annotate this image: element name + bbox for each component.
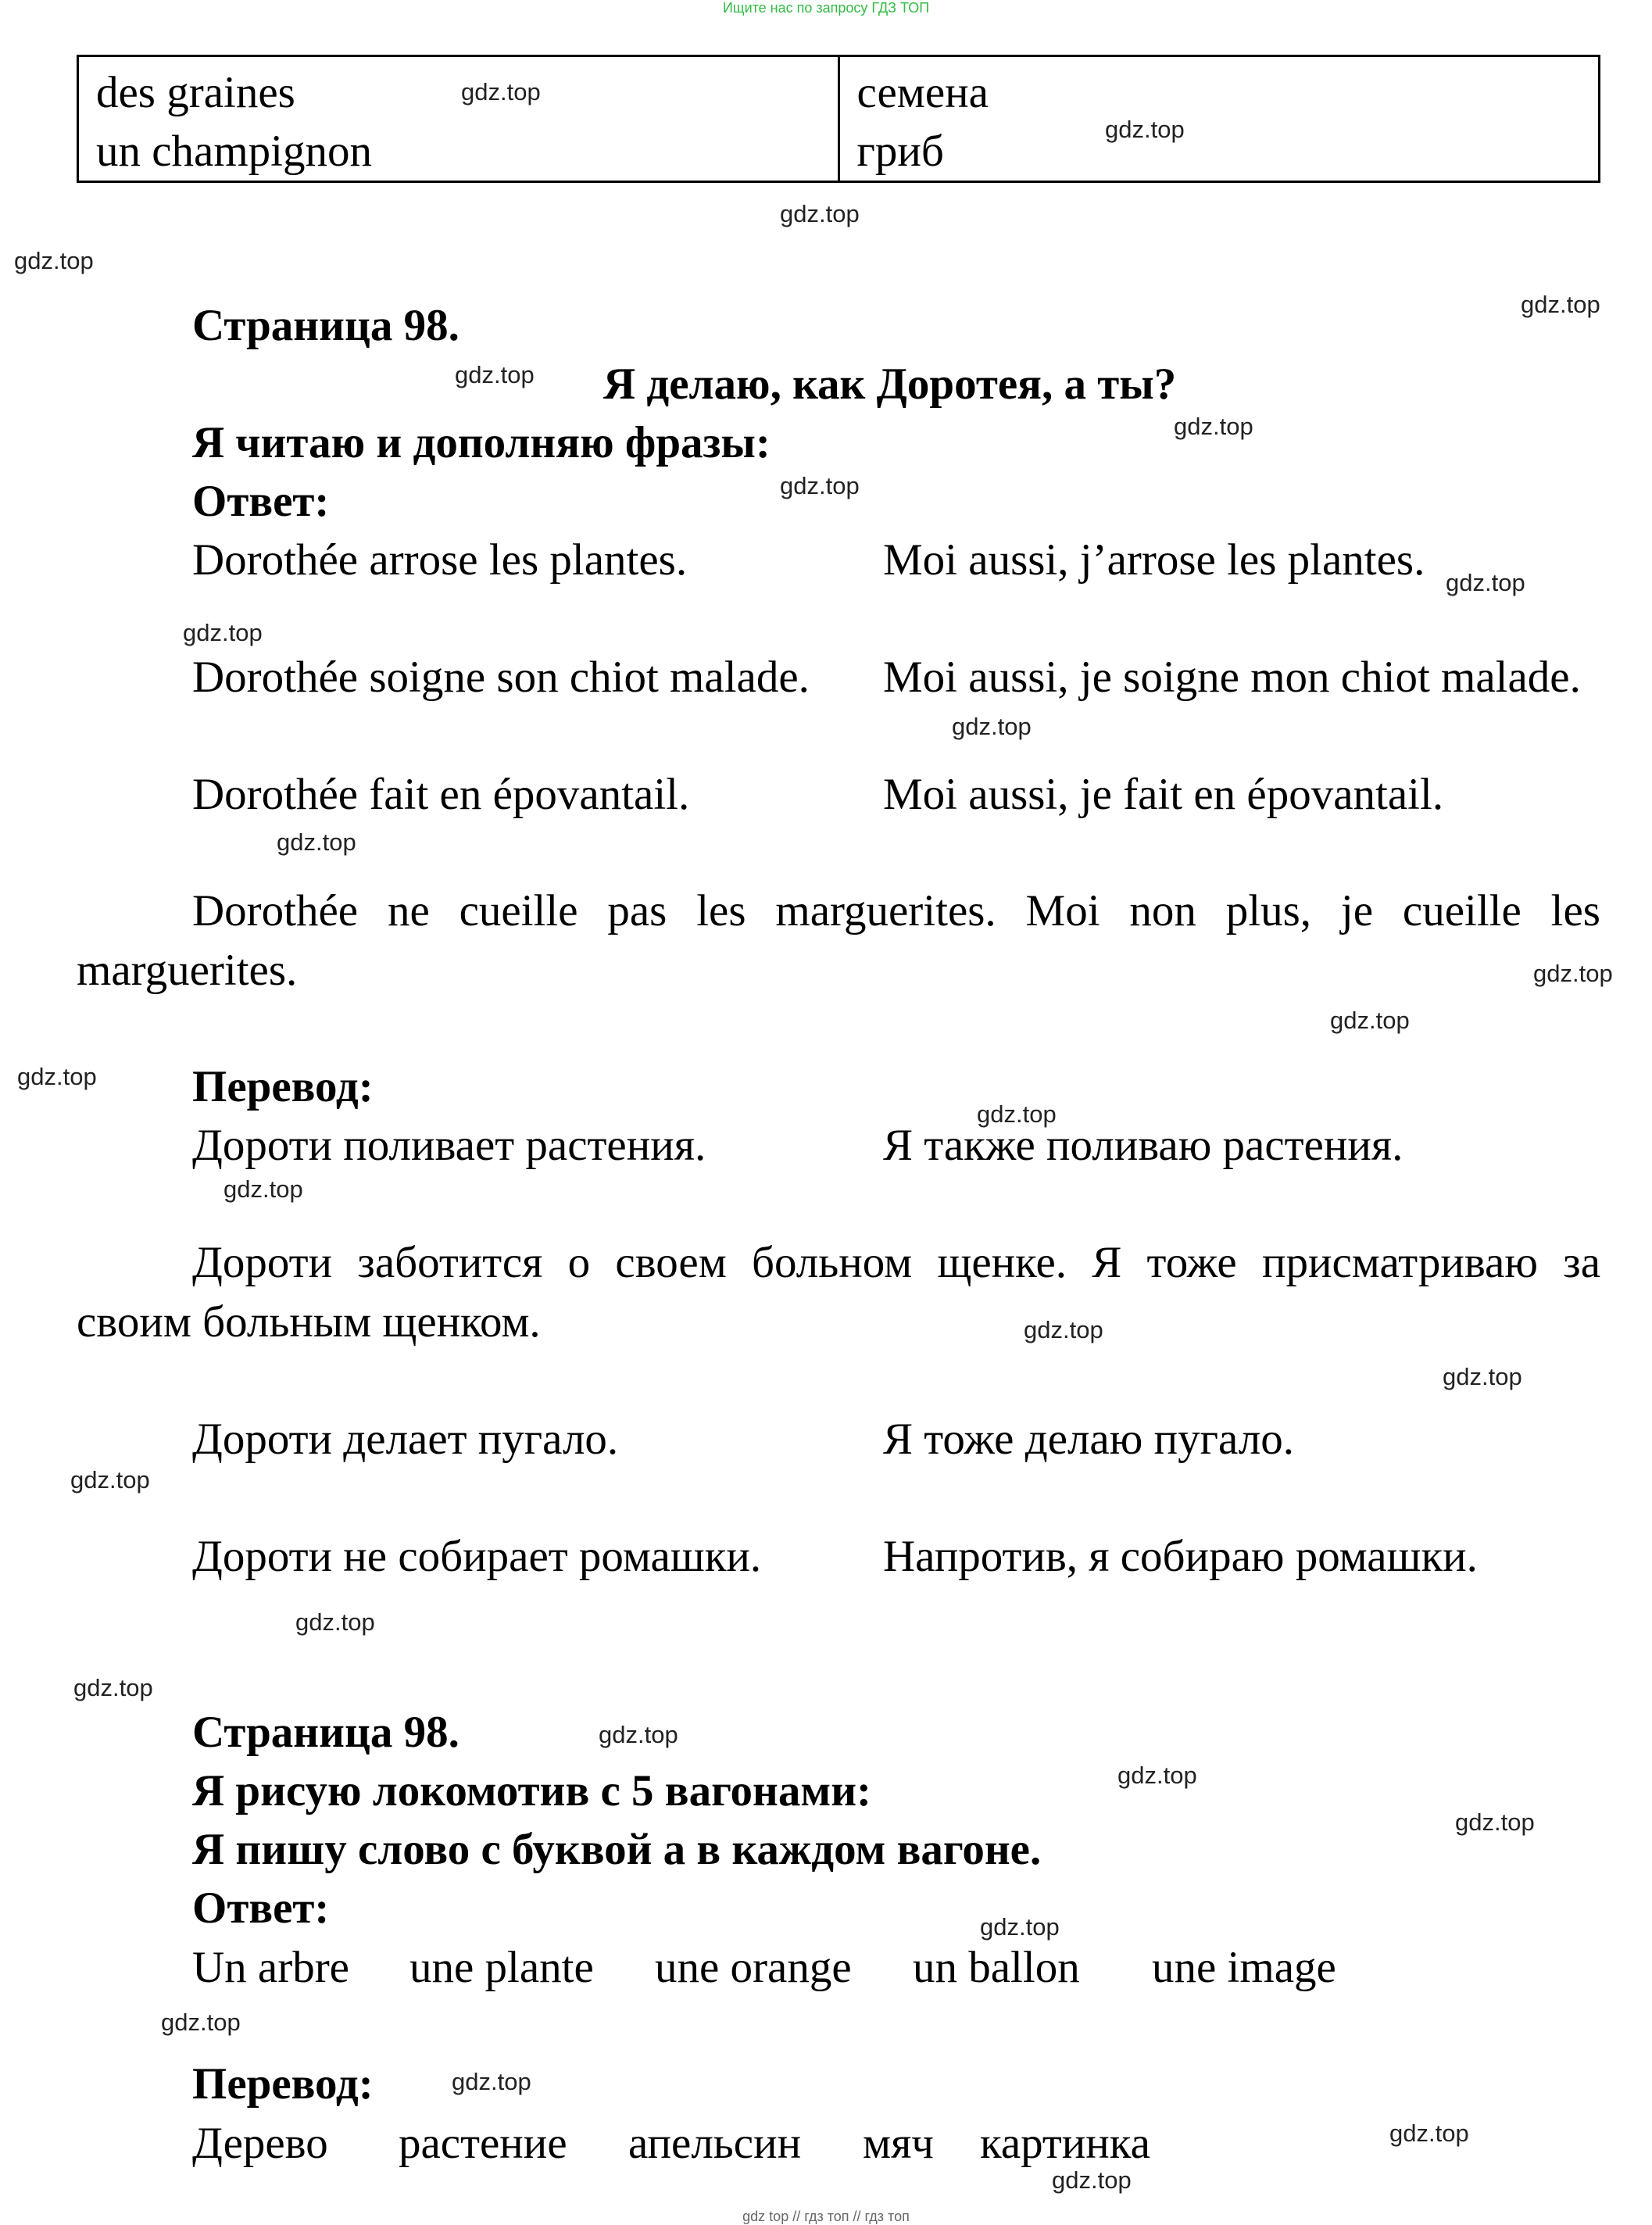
watermark: gdz.top — [14, 247, 94, 274]
vocab-table — [77, 55, 1600, 183]
watermark: gdz.top — [461, 78, 541, 106]
watermark: gdz.top — [1443, 1363, 1522, 1390]
watermark: gdz.top — [599, 1721, 678, 1748]
watermark: gdz.top — [977, 1100, 1057, 1128]
vocab-translation: гриб — [856, 127, 944, 176]
watermark: gdz.top — [183, 619, 263, 646]
task-text: Я читаю и дополняю фразы: — [192, 418, 771, 467]
watermark: gdz.top — [1533, 960, 1613, 987]
vocab-word: des graines — [96, 68, 295, 117]
answer-label: Ответ: — [192, 477, 330, 526]
exercise-title: Я делаю, как Доротея, а ты? — [603, 360, 1177, 409]
watermark: gdz.top — [277, 828, 356, 856]
watermark: gdz.top — [1174, 413, 1253, 440]
answer-long-line2: marguerites. — [77, 946, 298, 995]
translation-long-line1: Дороти заботится о своем больном щенке. Я тоже присматриваю за — [192, 1238, 1600, 1287]
answer-right: Moi aussi, j’arrose les plantes. — [883, 535, 1425, 585]
translation-left: Дороти делает пугало. — [192, 1415, 619, 1464]
watermark: gdz.top — [1024, 1316, 1103, 1343]
watermark: gdz.top — [780, 200, 860, 227]
watermark: gdz.top — [780, 472, 860, 499]
vocab-right-cell — [839, 56, 1600, 182]
answer-left: Dorothée fait en épovantail. — [192, 770, 690, 819]
answer-word: une image — [1152, 1943, 1336, 1992]
vocab-translation: семена — [856, 68, 989, 117]
answer-left: Dorothée arrose les plantes. — [192, 535, 688, 585]
top-banner: Ищите нас по запросу ГДЗ ТОП — [722, 0, 930, 16]
watermark: gdz.top — [1389, 2119, 1469, 2147]
watermark: gdz.top — [223, 1175, 303, 1203]
watermark: gdz.top — [1330, 1007, 1410, 1034]
answer-word: une plante — [409, 1943, 594, 1992]
watermark: gdz.top — [1446, 569, 1525, 596]
translation-word: картинка — [980, 2119, 1150, 2168]
footer-banner: gdz top // гдз топ // гдз топ — [742, 2209, 910, 2224]
translation-label: Перевод: — [192, 2059, 374, 2109]
watermark: gdz.top — [295, 1608, 375, 1636]
translation-long-line2: своим больным щенком. — [77, 1297, 541, 1347]
watermark: gdz.top — [17, 1063, 97, 1090]
answer-left: Dorothée soigne son chiot malade. — [192, 653, 810, 702]
task-text: Я пишу слово с буквой а в каждом вагоне. — [192, 1825, 1042, 1874]
answer-label: Ответ: — [192, 1883, 330, 1933]
translation-left: Дороти поливает растения. — [192, 1121, 706, 1170]
translation-right: Я также поливаю растения. — [883, 1121, 1403, 1170]
vocab-left-cell — [78, 56, 839, 182]
watermark: gdz.top — [455, 361, 535, 388]
page-heading: Страница 98. — [192, 301, 459, 350]
vocab-word: un champignon — [96, 127, 373, 176]
translation-word: Дерево — [192, 2119, 328, 2168]
answer-word: un ballon — [913, 1943, 1080, 1992]
watermark: gdz.top — [952, 713, 1032, 740]
translation-right: Я тоже делаю пугало. — [883, 1415, 1294, 1464]
answer-right: Moi aussi, je soigne mon chiot malade. — [883, 653, 1581, 702]
translation-left: Дороти не собирает ромашки. — [192, 1532, 762, 1581]
translation-word: растение — [399, 2119, 567, 2168]
watermark: gdz.top — [70, 1466, 150, 1493]
watermark: gdz.top — [73, 1674, 153, 1701]
watermark: gdz.top — [161, 2009, 241, 2036]
translation-word: мяч — [863, 2119, 934, 2168]
watermark: gdz.top — [1105, 116, 1185, 143]
watermark: gdz.top — [452, 2068, 531, 2095]
answer-long-line1: Dorothée ne cueille pas les marguerites. Moi non plus, je cueille les — [192, 886, 1600, 935]
answer-right: Moi aussi, je fait en épovantail. — [883, 770, 1444, 819]
watermark: gdz.top — [1117, 1762, 1197, 1789]
watermark: gdz.top — [1455, 1808, 1535, 1836]
translation-label: Перевод: — [192, 1062, 374, 1111]
watermark: gdz.top — [980, 1913, 1060, 1941]
watermark: gdz.top — [1052, 2166, 1132, 2194]
page-heading: Страница 98. — [192, 1708, 459, 1757]
answer-word: Un arbre — [192, 1943, 349, 1992]
translation-right: Напротив, я собираю ромашки. — [883, 1532, 1478, 1581]
answer-word: une orange — [655, 1943, 852, 1992]
translation-word: апельсин — [628, 2119, 802, 2168]
watermark: gdz.top — [1521, 291, 1600, 318]
task-text: Я рисую локомотив с 5 вагонами: — [192, 1766, 872, 1815]
